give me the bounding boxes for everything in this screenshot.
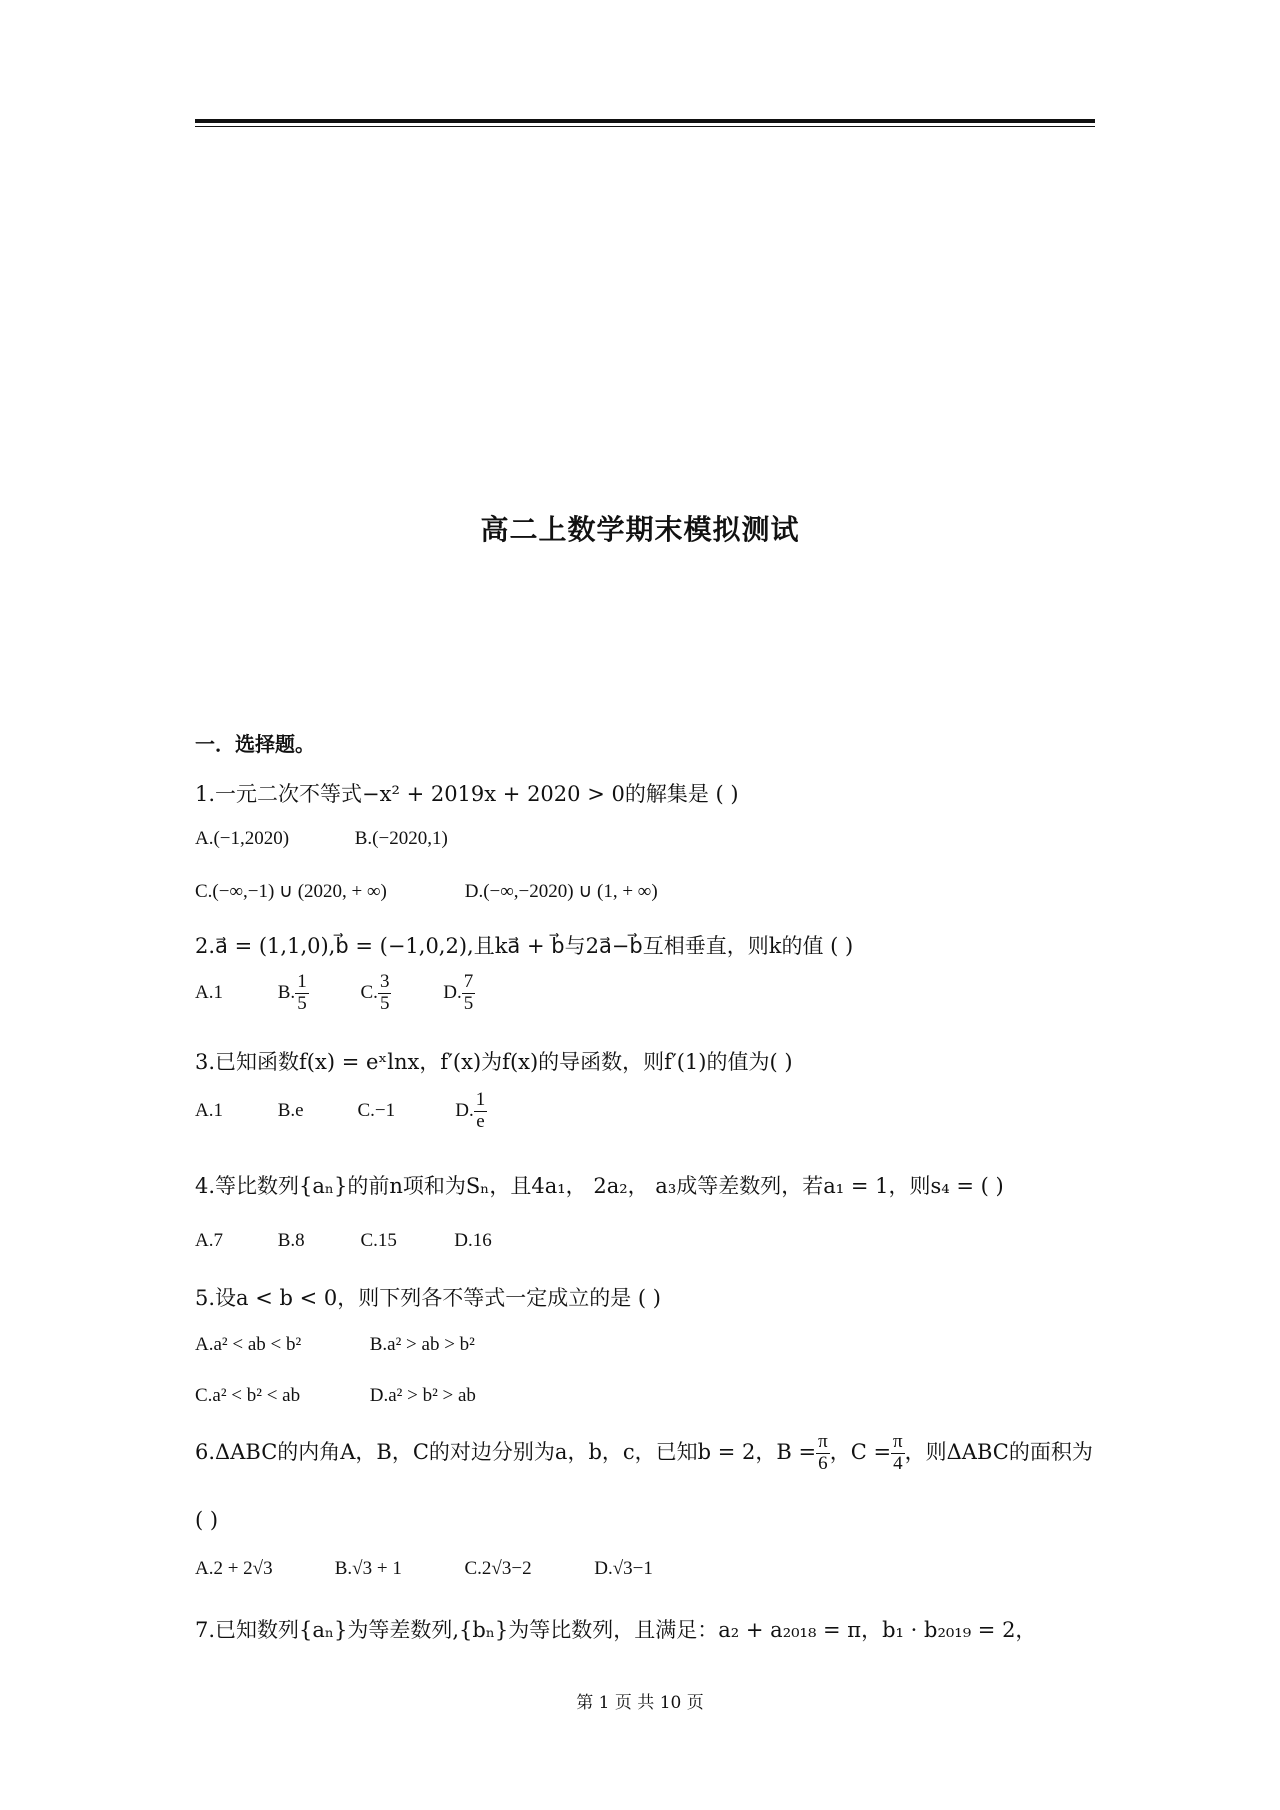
q3-option-d	[455, 1090, 487, 1133]
q6-c-fraction	[891, 1432, 905, 1475]
question-4: 4.等比数列{aₙ}的前n项和为Sₙ，且4a₁， 2a₂， a₃成等差数列，若a₁ = 1，则s₄ = ( )	[195, 1174, 1004, 1198]
q5-option-d: D.a² > b² > ab	[369, 1385, 476, 1406]
q6-option-d: D.√3−1	[594, 1558, 653, 1579]
q2-option-b	[278, 972, 356, 1015]
q6-c-numerator: π	[893, 1431, 903, 1452]
q3-option-a: A.1	[195, 1099, 223, 1121]
q2-option-d-label: D.	[443, 981, 462, 1003]
header-rule-thick	[195, 119, 1095, 123]
question-7: 7.已知数列{aₙ}为等差数列,{bₙ}为等比数列，且满足：a₂ + a₂₀₁₈ = π，b₁ · b₂₀₁₉ = 2，	[195, 1618, 1037, 1642]
question-6	[195, 1432, 1093, 1475]
q2-c-denominator: 5	[379, 992, 390, 1014]
q6-b-denominator: 6	[818, 1452, 828, 1474]
q6-option-c: C.2√3−2	[464, 1558, 532, 1579]
q1-option-a: A.(−1,2020)	[195, 828, 290, 849]
question-6-paren: ( )	[195, 1508, 219, 1532]
question-1-options-cd	[195, 880, 658, 903]
question-6-options	[195, 1558, 653, 1580]
q6-c-denominator: 4	[893, 1452, 903, 1474]
q6-b-numerator: π	[818, 1431, 828, 1452]
question-5-options-cd	[195, 1385, 476, 1407]
page-title: 高二上数学期末模拟测试	[480, 513, 800, 546]
q3-d-numerator: 1	[475, 1089, 486, 1110]
q2-b-numerator: 1	[297, 971, 307, 992]
q1-option-b: B.(−2020,1)	[354, 828, 448, 849]
q3-option-c: C.−1	[357, 1099, 396, 1121]
q5-option-a: A.a² < ab < b²	[195, 1334, 302, 1355]
question-1: 1.一元二次不等式−x² + 2019x + 2020 > 0的解集是 ( )	[195, 782, 739, 806]
q3-d-denominator: e	[476, 1110, 485, 1132]
q2-d-numerator: 7	[463, 971, 474, 992]
q2-option-b-fraction	[295, 972, 309, 1015]
q4-option-b: B.8	[277, 1230, 305, 1251]
q6-option-b: B.√3 + 1	[334, 1558, 402, 1579]
q1-option-d: D.(−∞,−2020) ∪ (1, + ∞)	[464, 881, 658, 902]
q5-option-c: C.a² < b² < ab	[195, 1385, 301, 1406]
q2-option-d-fraction	[462, 972, 476, 1015]
question-1-options-ab	[195, 828, 448, 850]
q2-option-c-fraction	[378, 972, 392, 1015]
q3-option-b: B.e	[277, 1099, 304, 1121]
q5-option-b: B.a² > ab > b²	[369, 1334, 475, 1355]
q2-d-denominator: 5	[463, 992, 474, 1014]
question-4-options	[195, 1230, 492, 1252]
q6-text-part-3: ，则ΔABC的面积为	[904, 1439, 1093, 1464]
question-2: 2.a⃗ = (1,1,0),b⃗ = (−1,0,2),且ka⃗ + b⃗与2a⃗−b⃗互相垂直，则k的值 ( )	[195, 934, 854, 958]
question-3: 3.已知函数f(x) = eˣlnx，f′(x)为f(x)的导函数，则f′(1)的值为( )	[195, 1050, 793, 1074]
page-footer: 第 1 页 共 10 页	[576, 1693, 704, 1713]
q3-option-d-label: D.	[455, 1099, 474, 1121]
question-5: 5.设a < b < 0，则下列各不等式一定成立的是 ( )	[195, 1286, 661, 1310]
q2-option-d	[443, 972, 475, 1015]
q4-option-d: D.16	[454, 1230, 492, 1251]
q2-b-denominator: 5	[297, 992, 307, 1014]
q3-option-d-fraction	[474, 1090, 488, 1133]
question-5-options-ab	[195, 1334, 475, 1356]
q2-option-c-label: C.	[360, 981, 378, 1003]
q2-option-b-label: B.	[277, 981, 296, 1003]
q4-option-c: C.15	[360, 1230, 397, 1251]
q1-option-c: C.(−∞,−1) ∪ (2020, + ∞)	[195, 881, 387, 902]
header-rule-thin	[195, 126, 1095, 127]
q6-option-a: A.2 + 2√3	[195, 1558, 273, 1579]
q2-option-c	[361, 972, 439, 1015]
q6-text-part-2: ，C =	[829, 1439, 892, 1464]
q2-c-numerator: 3	[379, 971, 390, 992]
question-2-options	[195, 972, 475, 1015]
q6-b-fraction	[816, 1432, 830, 1475]
q6-text-part-1: 6.ΔABC的内角A，B，C的对边分别为a，b，c，已知b = 2，B =	[195, 1439, 817, 1464]
q2-option-a: A.1	[195, 982, 223, 1004]
q4-option-a: A.7	[195, 1230, 223, 1251]
section-heading: 一．选择题。	[195, 732, 315, 756]
question-3-options	[195, 1090, 487, 1133]
